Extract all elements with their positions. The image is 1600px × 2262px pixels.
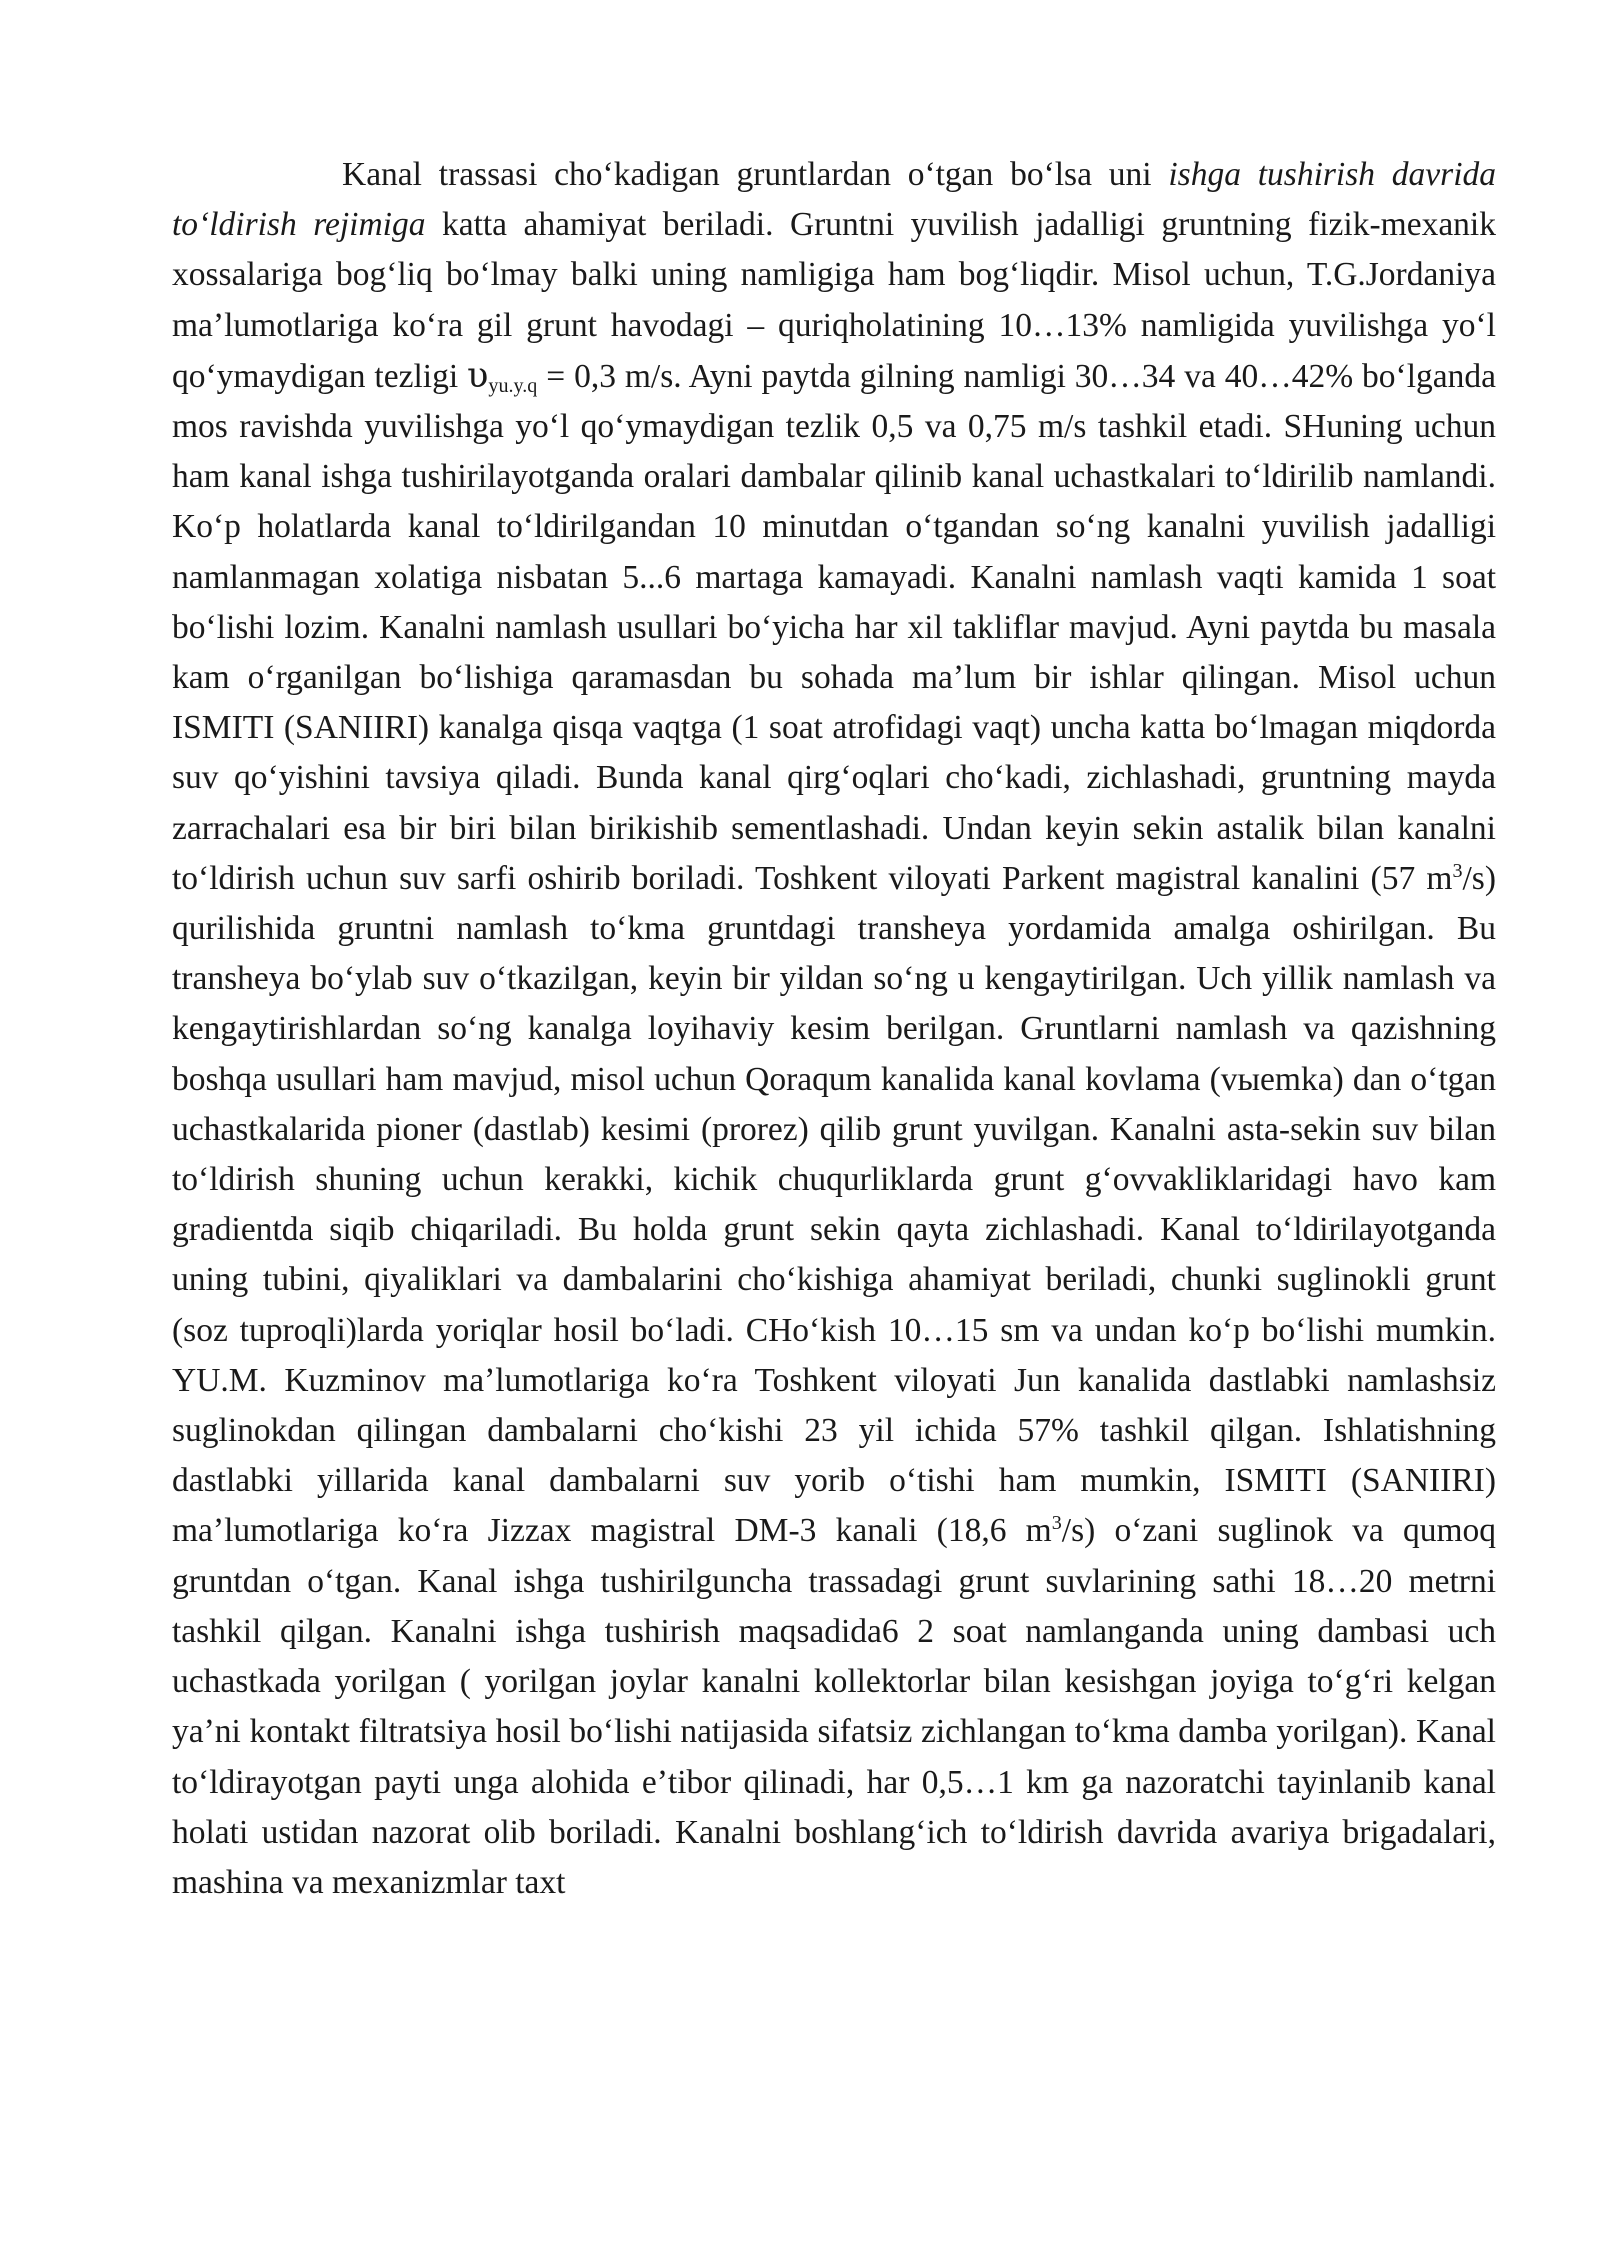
velocity-symbol: υ	[467, 354, 489, 396]
velocity-subscript: yu.y.q	[488, 374, 538, 397]
text-run: /s) oʻzani suglinok va qumoq gruntdan oʻtgan. Kanal ishga tushirilguncha trassadagi grunt suvlarining sathi 18…20 metrni tashkil qilgan. Kanalni ishga tushirish maqsadida6 2 soat namlanganda uning dambasi uch uchastkada yorilgan ( yorilgan joylar kanalni kollektorlar bilan kesishgan joyiga toʻgʻri kelgan yaʼni kontakt filtratsiya hosil boʻlishi natijasida sifatsiz zichlangan toʻkma damba yorilgan). Kanal toʻldirayotgan payti unga alohida eʼtibor qilinadi, har 0,5…1 km ga nazoratchi tayinlanib kanal holati ustidan nazorat olib boriladi. Kanalni boshlangʻich toʻldirish davrida avariya brigadalari, mashina va mexanizmlar taxt	[172, 1512, 1496, 1901]
text-run: Kanal trassasi choʻkadigan gruntlardan oʻtgan boʻlsa uni	[342, 156, 1169, 193]
text-run: = 0,3 m/s. Ayni paytda gilning namligi 30…34 va 40…42% boʻlganda mos ravishda yuvilishga yoʻl qoʻymaydigan tezlik 0,5 va 0,75 m/s tashkil etadi. SHuning uchun ham kanal ishga tushirilayotganda oralari dambalar qilinib kanal uchastkalari toʻldirilib namlandi. Koʻp holatlarda kanal toʻldirilgandan 10 minutdan oʻtgandan soʻng kanalni yuvilish jadalligi namlanmagan xolatiga nisbatan 5...6 martaga kamayadi. Kanalni namlash vaqti kamida 1 soat boʻlishi lozim. Kanalni namlash usullari boʻyicha har xil takliflar mavjud. Ayni paytda bu masala kam oʻrganilgan boʻlishiga qaramasdan bu sohada maʼlum bir ishlar qilingan. Misol uchun ISMITI (SANIIRI) kanalga qisqa vaqtga (1 soat atrofidagi vaqt) uncha katta boʻlmagan miqdorda suv qoʻyishini tavsiya qiladi. Bunda kanal qirgʻoqlari choʻkadi, zichlashadi, gruntning mayda zarrachalari esa bir biri bilan birikishib sementlashadi. Undan keyin sekin astalik bilan kanalni toʻldirish uchun suv sarfi oshirib boriladi. Toshkent viloyati Parkent magistral kanalini (57 m	[172, 357, 1496, 897]
text-run: katta ahamiyat beriladi. Gruntni yuvilish jadalligi gruntning fizik-mexanik xossalariga bogʻliq boʻlmay balki uning namligiga ham bogʻliqdir. Misol uchun, T.G.Jordaniya maʼlumotlariga koʻra gil grunt havodagi – quriqholatining 10…13% namligida yuvilishga yoʻl qoʻymaydigan tezligi	[172, 206, 1496, 395]
cubic-superscript: 3	[1051, 1512, 1062, 1535]
text-run: /s) qurilishida gruntni namlash toʻkma gruntdagi transheya yordamida amalga oshirilgan. Bu transheya boʻylab suv oʻtkazilgan, keyin bir yildan soʻng u kengaytirilgan. Uch yillik namlash va kengaytirishlardan soʻng kanalga loyihaviy kesim berilgan. Gruntlarni namlash va qazishning boshqa usullari ham mavjud, misol uchun Qoraqum kanalida kanal kovlama (vыemka) dan oʻtgan uchastkalarida pioner (dastlab) kesimi (prorez) qilib grunt yuvilgan. Kanalni asta-sekin suv bilan toʻldirish shuning uchun kerakki, kichik chuqurliklarda grunt gʻovvakliklaridagi havo kam gradientda siqib chiqariladi. Bu holda grunt sekin qayta zichlashadi. Kanal toʻldirilayotganda uning tubini, qiyaliklari va dambalarini choʻkishiga ahamiyat beriladi, chunki suglinokli grunt (soz tuproqli)larda yoriqlar hosil boʻladi. CHoʻkish 10…15 sm va undan koʻp boʻlishi mumkin. YU.M. Kuzminov maʼlumotlariga koʻra Toshkent viloyati Jun kanalida dastlabki namlashsiz suglinokdan qilingan dambalarni choʻkishi 23 yil ichida 57% tashkil qilgan. Ishlatishning dastlabki yillarida kanal dambalarni suv yorib oʻtishi ham mumkin, ISMITI (SANIIRI) maʼlumotlariga koʻra Jizzax magistral DM-3 kanali (18,6 m	[172, 859, 1496, 1550]
document-page	[172, 150, 1496, 1908]
italic-term: ishga tushirish davrida toʻldirish rejimiga	[172, 156, 1496, 244]
cubic-superscript: 3	[1452, 859, 1463, 882]
body-paragraph	[172, 150, 1496, 1908]
